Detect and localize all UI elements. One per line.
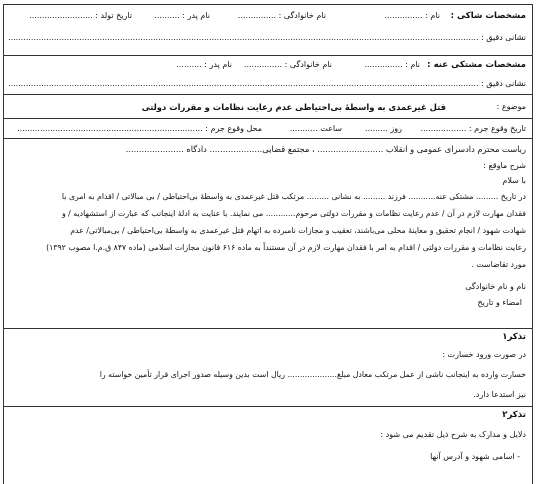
note2-section <box>4 407 532 477</box>
suspect-family-field[interactable]: نام خانوادگی : ............... <box>243 60 332 69</box>
letter-greeting: با سلام <box>502 176 526 185</box>
crime-time-field[interactable]: ساعت ........... <box>289 124 342 133</box>
crime-date-field[interactable]: تاریخ وقوع جرم : .................. <box>420 124 526 133</box>
suspect-name-field[interactable]: نام : ............... <box>364 60 420 69</box>
note1-section <box>4 329 532 407</box>
complainant-birth-field[interactable]: تاریخ تولد : ......................... <box>29 11 132 20</box>
complainant-father-field[interactable]: نام پدر : .......... <box>154 11 210 20</box>
complainant-address-field[interactable]: نشانی دقیق : ......................................................................................................................................................................................... <box>8 33 526 42</box>
subject-value: قتل غیرعمدی به واسطهٔ بی‌احتیاطی عدم رعایت نظامات و مقررات دولتی <box>141 102 446 112</box>
note2-bullet: - اسامی شهود و آدرس آنها <box>430 452 520 461</box>
letter-paragraph-line: مورد تقاضاست . <box>471 260 526 269</box>
suspect-title: مشخصات مشتکی عنه : <box>427 60 526 70</box>
letter-description-title: شرح ماوقع : <box>483 161 526 170</box>
suspect-address-field[interactable]: نشانی دقیق : ......................................................................................................................................................................................... <box>8 79 526 88</box>
signature-sign-label: امضاء و تاریخ <box>477 298 522 307</box>
letter-section <box>4 141 532 329</box>
complainant-title: مشخصات شاکی : <box>450 11 526 21</box>
suspect-section <box>4 56 532 95</box>
crime-day-field[interactable]: روز ......... <box>364 124 402 133</box>
note2-title: تذکر۲ <box>502 410 526 420</box>
complaint-form <box>3 4 533 484</box>
note1-title: تذکر۱ <box>502 332 526 342</box>
letter-paragraph-line: رعایت نظامات و مقررات دولتی / اقدام به امر با فقدان مهارت لازم در آن مستنداً به ماده ۶۱۶ قانون مجازات اسلامی (ماده ۸۴۷ ق.م.ا مصوب ۱۳۹۲) <box>46 243 526 252</box>
letter-paragraph-line: فقدان مهارت لازم در آن / عدم رعایت نظامات و مقررات دولتی مرحوم............ می نمایند. با عنایت به ادلهٔ اینجانب که عبارت از استشهادیه / و <box>61 209 526 218</box>
crime-place-field[interactable]: محل وقوع جرم : ......................................................................... <box>17 124 262 133</box>
letter-paragraph-line: در تاریخ ......... مشتکی عنه........... فرزند ......... به نشانی ......... مرتکب قتل غیرعمدی به واسطهٔ بی‌احتیاطی / بی مبالاتی / اقدام به امری با <box>61 192 526 201</box>
subject-label: موضوع : <box>496 102 526 111</box>
note1-line2: خسارت وارده به اینجانب ناشی از عمل مرتکب معادل مبلغ.................... ریال است بدین وسیله صدور اجرای قرار تأمین خواسته را <box>99 370 526 379</box>
signature-name-label: نام و نام خانوادگی <box>465 282 526 291</box>
note1-line1: در صورت ورود خسارت : <box>442 350 526 359</box>
complainant-name-field[interactable]: نام : ............... <box>384 11 440 20</box>
letter-addressee: ریاست محترم دادسرای عمومی و انقلاب ......................... ، مجتمع قضایی.................... دادگاه ...................... <box>125 144 526 154</box>
crime-info-section <box>4 119 532 139</box>
suspect-father-field[interactable]: نام پدر : .......... <box>176 60 232 69</box>
letter-paragraph-line: شهادت شهود / انجام تحقیق و معاینهٔ محلی می‌باشند، تعقیب و مجازات نامبرده به اتهام قتل غیرعمدی به واسطهٔ بی‌احتیاطی / بی‌مبالاتی/ عدم <box>70 226 526 235</box>
complainant-section <box>4 5 532 56</box>
complainant-family-field[interactable]: نام خانوادگی : ............... <box>237 11 326 20</box>
note1-line3: نیز استدعا دارد. <box>473 390 526 399</box>
note2-line1: دلایل و مدارک به شرح ذیل تقدیم می شود : <box>380 430 526 439</box>
subject-section <box>4 95 532 119</box>
